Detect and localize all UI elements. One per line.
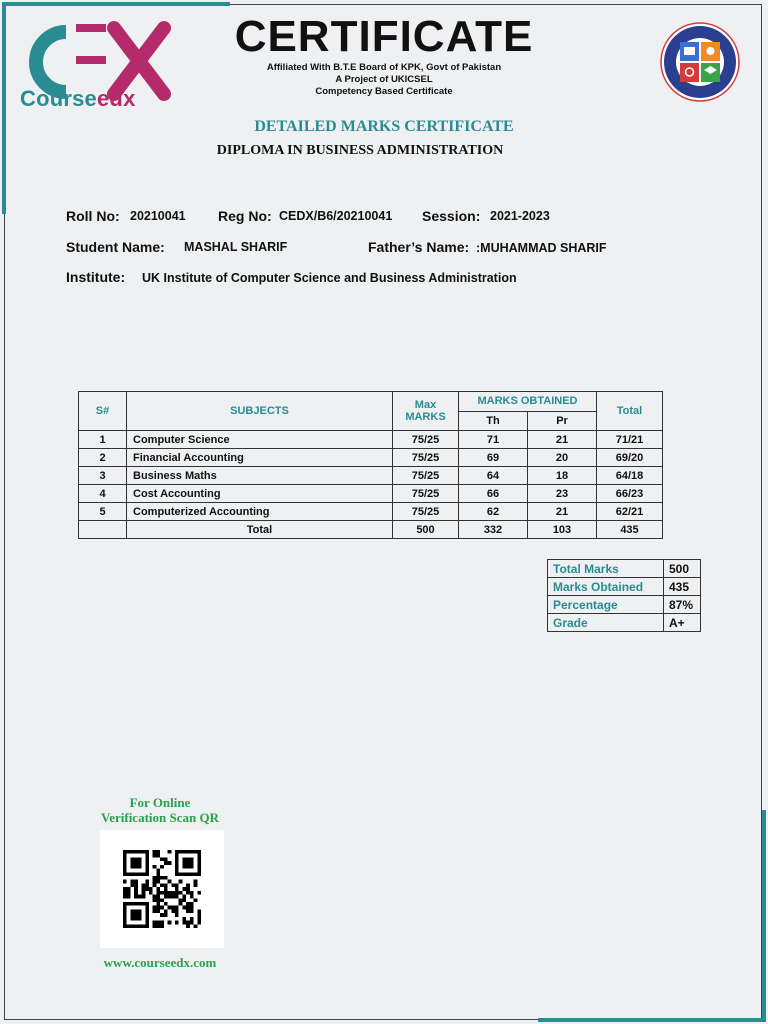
row-max: 75/25	[393, 503, 459, 521]
roll-no-value: 20210041	[130, 209, 186, 223]
total-row-sno	[79, 521, 127, 539]
website-link[interactable]: www.courseedx.com	[103, 955, 217, 970]
table-row	[79, 431, 663, 449]
corner-accent-bottom	[538, 1018, 766, 1022]
row-total: 62/21	[597, 503, 663, 521]
brand-name: Courseedx	[20, 86, 136, 111]
table-total-row	[79, 521, 663, 539]
row-max: 75/25	[393, 467, 459, 485]
total-max: 500	[393, 521, 459, 539]
summary-value: 500	[664, 560, 701, 578]
verification-caption-1: For Online	[129, 795, 191, 810]
summary-row	[548, 578, 701, 596]
header-pr: Pr	[528, 411, 597, 431]
total-label: Total	[127, 521, 393, 539]
row-max: 75/25	[393, 485, 459, 503]
table-row	[79, 503, 663, 521]
corner-accent-top	[4, 2, 230, 6]
row-th: 62	[459, 503, 528, 521]
session-label: Session:	[422, 208, 481, 224]
marks-certificate-heading: DETAILED MARKS CERTIFICATE	[254, 118, 514, 135]
total-pr: 103	[528, 521, 597, 539]
reg-no-label: Reg No:	[218, 208, 272, 224]
summary-table	[547, 559, 701, 632]
row-max: 75/25	[393, 449, 459, 467]
table-row	[79, 449, 663, 467]
session-value: 2021-2023	[490, 209, 550, 223]
row-subject: Computer Science	[127, 431, 393, 449]
row-total: 71/21	[597, 431, 663, 449]
row-th: 71	[459, 431, 528, 449]
row-sno: 3	[79, 467, 127, 485]
student-name-label: Student Name:	[66, 239, 165, 255]
header-marks-obtained: MARKS OBTAINED	[459, 392, 597, 412]
table-row	[79, 485, 663, 503]
summary-label: Total Marks	[548, 560, 664, 578]
summary-row	[548, 614, 701, 632]
row-sno: 5	[79, 503, 127, 521]
summary-label: Grade	[548, 614, 664, 632]
affiliation-line: Affiliated With B.T.E Board of KPK, Govt of Pakistan	[266, 62, 502, 73]
institute-seal-icon	[660, 22, 740, 102]
header-sno: S#	[79, 392, 127, 431]
total-total: 435	[597, 521, 663, 539]
row-subject: Cost Accounting	[127, 485, 393, 503]
institute-value: UK Institute of Computer Science and Business Administration	[142, 271, 517, 285]
summary-value: 87%	[664, 596, 701, 614]
corner-accent-right	[762, 810, 766, 1022]
father-name-value: :MUHAMMAD SHARIF	[476, 241, 607, 255]
summary-value: 435	[664, 578, 701, 596]
header-th: Th	[459, 411, 528, 431]
verification-qr-code[interactable]	[100, 830, 224, 948]
table-row	[79, 467, 663, 485]
qr-code-icon	[121, 850, 203, 928]
competency-line: Competency Based Certificate	[315, 86, 453, 97]
row-sno: 1	[79, 431, 127, 449]
row-total: 69/20	[597, 449, 663, 467]
row-subject: Financial Accounting	[127, 449, 393, 467]
row-subject: Computerized Accounting	[127, 503, 393, 521]
row-total: 66/23	[597, 485, 663, 503]
roll-no-label: Roll No:	[66, 208, 120, 224]
summary-label: Marks Obtained	[548, 578, 664, 596]
row-th: 66	[459, 485, 528, 503]
reg-no-value: CEDX/B6/20210041	[279, 209, 393, 223]
father-name-label: Father’s Name:	[368, 239, 470, 255]
row-pr: 21	[528, 503, 597, 521]
total-th: 332	[459, 521, 528, 539]
verification-caption-2: Verification Scan QR	[101, 810, 219, 825]
marks-table	[78, 391, 663, 539]
student-name-value: MASHAL SHARIF	[184, 240, 288, 254]
row-subject: Business Maths	[127, 467, 393, 485]
row-sno: 2	[79, 449, 127, 467]
row-pr: 21	[528, 431, 597, 449]
summary-value: A+	[664, 614, 701, 632]
table-header-row	[79, 392, 663, 412]
institute-label: Institute:	[66, 269, 126, 285]
summary-row	[548, 596, 701, 614]
row-sno: 4	[79, 485, 127, 503]
header-max-marks: Max MARKS	[393, 392, 459, 431]
row-total: 64/18	[597, 467, 663, 485]
row-max: 75/25	[393, 431, 459, 449]
certificate-title: CERTIFICATE	[234, 12, 534, 61]
row-th: 69	[459, 449, 528, 467]
row-th: 64	[459, 467, 528, 485]
row-pr: 23	[528, 485, 597, 503]
header-total: Total	[597, 392, 663, 431]
summary-row	[548, 560, 701, 578]
program-name: DIPLOMA IN BUSINESS ADMINISTRATION	[216, 143, 504, 158]
header-subjects: SUBJECTS	[127, 392, 393, 431]
row-pr: 20	[528, 449, 597, 467]
project-line: A Project of UKICSEL	[335, 74, 433, 85]
row-pr: 18	[528, 467, 597, 485]
summary-label: Percentage	[548, 596, 664, 614]
